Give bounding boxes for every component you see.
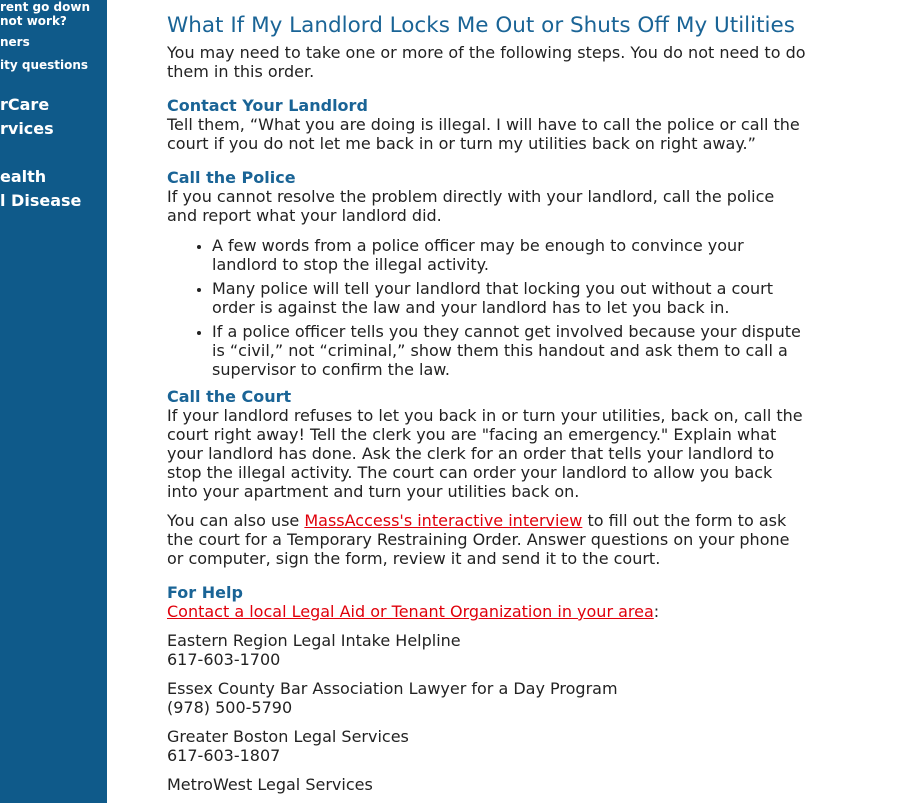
contact-entry-metrowest (167, 775, 807, 794)
sidebar-item-health[interactable]: ealth (0, 167, 47, 186)
contact-phone: (978) 500-5790 (167, 698, 293, 717)
massaccess-paragraph (167, 511, 807, 568)
intro-text: You may need to take one or more of the following steps. You do not need to do them in this order. (167, 43, 806, 81)
sidebar-item-owners[interactable]: ners (0, 35, 30, 49)
call-court-text: If your landlord refuses to let you back in or turn your utilities, back on, call the court right away! Tell the clerk you are "facing an emergency." Explain what your landlord has done. Ask the clerk for an order that tells your landlord to stop the illegal activity. The court can order your landlord to allow you back into your apartment and turn your utilities back on. (167, 406, 803, 501)
contact-name: Eastern Region Legal Intake Helpline (167, 631, 461, 650)
heading-contact-landlord: Contact Your Landlord (167, 96, 368, 115)
page-title: What If My Landlord Locks Me Out or Shuts Off My Utilities (167, 13, 795, 38)
call-police-text: If you cannot resolve the problem directly with your landlord, call the police and report what your landlord did. (167, 187, 775, 225)
police-bullet-list (167, 236, 807, 379)
sidebar-nav (0, 0, 107, 803)
heading-call-police: Call the Police (167, 168, 296, 187)
heading-call-court: Call the Court (167, 387, 292, 406)
sidebar-item-not-work[interactable]: not work? (0, 14, 67, 28)
sidebar-item-services[interactable]: rvices (0, 119, 54, 138)
contact-entry-greater-boston (167, 727, 807, 765)
heading-for-help: For Help (167, 583, 243, 602)
contact-name: Greater Boston Legal Services (167, 727, 409, 746)
contact-name: Essex County Bar Association Lawyer for a Day Program (167, 679, 618, 698)
contact-entry-eastern-region (167, 631, 807, 669)
list-item: • If a police officer tells you they cannot get involved because your dispute is “civil,” not “criminal,” show them this handout and ask them to call a supervisor to confirm the law. (212, 322, 807, 379)
contact-landlord-text: Tell them, “What you are doing is illegal. I will have to call the police or call the court if you do not let me back in or turn my utilities back on right away.” (167, 115, 800, 153)
sidebar-item-rent-go-down[interactable]: rent go down (0, 0, 90, 14)
massaccess-interview-link[interactable]: MassAccess's interactive interview (304, 511, 583, 530)
sidebar-item-quality-questions[interactable]: ity questions (0, 58, 89, 72)
contact-name: MetroWest Legal Services (167, 775, 373, 794)
main-content (167, 0, 807, 794)
legal-aid-colon: : (653, 602, 660, 621)
list-item: • A few words from a police officer may be enough to convince your landlord to stop the illegal activity. (212, 236, 807, 274)
massaccess-suffix: to fill out the form to ask the court for a Temporary Restraining Order. Answer questions on your phone or computer, sign the form, review it and send it to the court. (167, 511, 790, 568)
list-item: • Many police will tell your landlord that locking you out without a court order is against the law and your landlord has to let you back in. (212, 279, 807, 317)
contact-entry-essex-county (167, 679, 807, 717)
contact-phone: 617-603-1700 (167, 650, 281, 669)
for-help-line (167, 602, 807, 621)
sidebar-item-disease[interactable]: l Disease (0, 191, 82, 210)
legal-aid-link[interactable]: Contact a local Legal Aid or Tenant Organization in your area (167, 602, 654, 621)
massaccess-prefix: You can also use (167, 511, 305, 530)
contact-phone: 617-603-1807 (167, 746, 281, 765)
sidebar-item-eldercare[interactable]: rCare (0, 95, 50, 114)
